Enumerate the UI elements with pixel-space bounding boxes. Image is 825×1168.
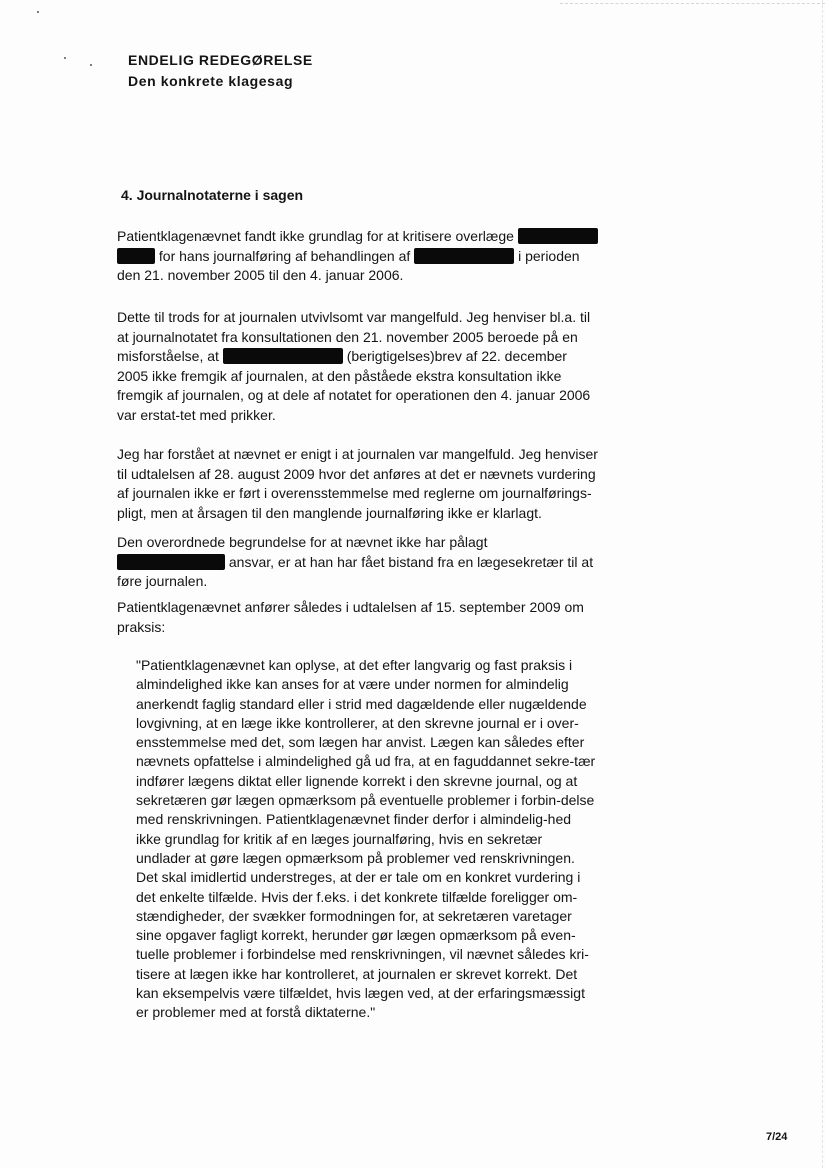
paragraph-4 [117,533,599,592]
paragraph-1-text-d: 21. november 2005 til den 4. januar 2006. [144,267,404,283]
paragraph-2-text-b: (berigtigelses)brev af 22. december 2005 ikke fremgik af journalen, at den påståede ekstra konsultation ikke fremgik af journalen, og at dele af notatet for operationen den 4. januar 2006 var erstat-tet med prikker. [117,348,591,423]
paragraph-1-text-b: for hans journalføring af behandlingen af [158,247,411,264]
paragraph-2 [117,308,595,425]
redaction-bar [117,554,225,570]
section-heading: 4. Journalnotaterne i sagen [121,187,304,203]
paragraph-4-text-b: ansvar, er at han har fået bistand fra en lægesekretær til at føre journalen. [117,553,594,589]
paragraph-1-text-c: i perioden den [117,247,580,283]
scan-edge-top [560,3,825,4]
document-header [128,50,313,92]
page-number: 7/24 [766,1131,788,1143]
quoted-statement: "Patientklagenævnet kan oplyse, at det efter langvarig og fast praksis i almindelighed ikke kan anses for at være under normen for almindelig anerkendt faglig standard eller i strid med dagældende eller nugældende lovgivning, at en læge ikke kontrollerer, at den skrevne journal er i over-ensstemmelse med det, som lægen har anvist. Lægen kan således efter nævnets opfattelse i almindelighed gå ud fra, at en faguddannet sekre-tær indfører lægens diktat eller lignende korrekt i den skrevne journal, og at sekretæren gør lægen opmærksom på eventuelle problemer i forbin-delse med renskrivningen. Patientklagenævnet finder derfor i almindelig-hed ikke grundlag for kritik af en læges journalføring, hvis en sekretær undlader at gøre lægen opmærksom på problemer ved renskrivningen. Det skal imidlertid understreges, at der er tale om en konkret vurdering i det enkelte tilfælde. Hvis der f.eks. i det konkrete tilfælde foreligger om-stændigheder, der svækker formodningen for, at sekretæren varetager sine opgaver fagligt korrekt, herunder gør lægen opmærksom på even-tuelle problemer i forbindelse med renskrivningen, vil nævnet således kri-tisere at lægen ikke har kontrolleret, at journalen er skrevet korrekt. Det kan eksempelvis være tilfældet, hvis lægen ved, at der erfaringsmæssigt er problemer med at forstå diktaterne." [136,657,596,1021]
paragraph-1 [117,227,602,286]
scan-speck [90,64,92,66]
scan-speck [64,57,66,59]
redaction-bar [414,248,514,264]
document-subtitle: Den konkrete klagesag [128,73,294,89]
redaction-bar [518,228,598,244]
document-title: ENDELIG REDEGØRELSE [128,52,313,68]
paragraph-1-text-a: Patientklagenævnet fandt ikke grundlag for at kritisere overlæge [117,228,514,244]
scan-edge-right [822,0,823,1168]
paragraph-5: Patientklagenævnet anfører således i udtalelsen af 15. september 2009 om praksis: [117,599,584,635]
scan-speck [37,11,39,13]
paragraph-3: Jeg har forstået at nævnet er enigt i at journalen var mangelfuld. Jeg henviser til udtalelsen af 28. august 2009 hvor det anføres at det er nævnets vurdering af journalen ikke er ført i overensstemmelse med reglerne om journalførings-pligt, men at årsagen til den manglende journalføring ikke er klarlagt. [117,446,598,521]
paragraph-4-text-a: Den overordnede begrundelse for at nævnet ikke har pålagt [117,534,488,550]
redaction-bar [223,348,343,364]
paragraph-2-text-a: Dette til trods for at journalen utvivlsomt var mangelfuld. Jeg henviser bl.a. til at journalnotatet fra konsultationen den 21. november 2005 beroede på en misforståelse, at [117,309,591,364]
redaction-bar [117,248,155,264]
